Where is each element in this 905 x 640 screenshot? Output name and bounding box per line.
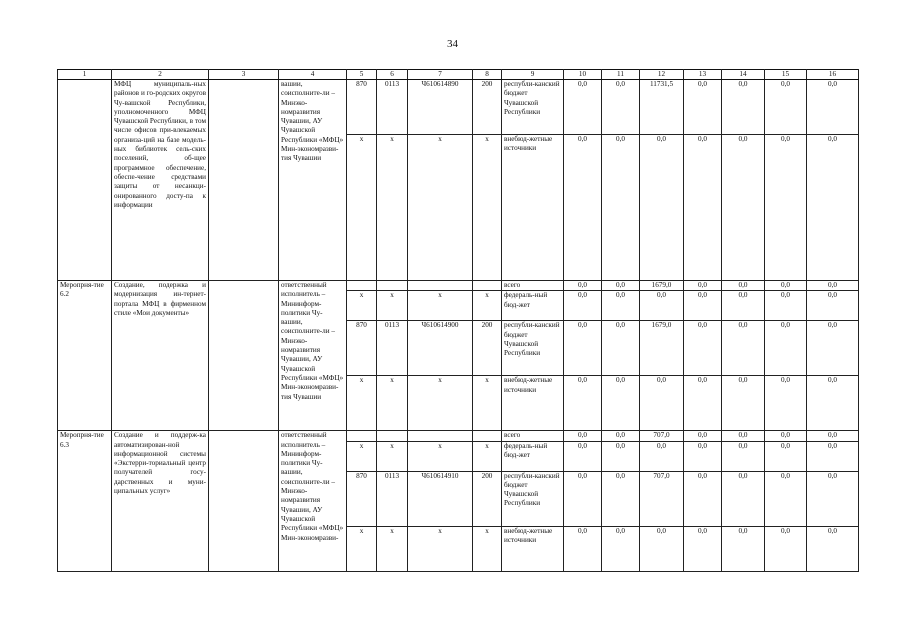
value-cell: 0,0 — [602, 471, 640, 526]
value-cell: 0,0 — [602, 526, 640, 571]
cell — [377, 431, 408, 441]
event-title: Создание, подержка и модернизация ин-тернет-портала МФЦ в фирменном стиле «Мои документы» — [112, 281, 209, 431]
cell: 200 — [473, 321, 502, 376]
funding-source: республи-канский бюджет Чувашской Республики — [502, 321, 564, 376]
value-cell: 1679,0 — [640, 281, 684, 291]
value-cell: 0,0 — [684, 291, 722, 321]
value-cell: 11731,5 — [640, 80, 684, 135]
cell — [377, 281, 408, 291]
page-number: 34 — [447, 38, 458, 50]
value-cell: 0,0 — [765, 441, 807, 471]
event-title: Создание и поддерж-ка автоматизирован-ной информационной системы «Экстерри-ториальный центр получателей госу-дарственных и муни-ципальных услуг» — [112, 431, 209, 571]
value-cell: 0,0 — [722, 376, 765, 431]
table-row — [58, 281, 859, 291]
col-header: 5 — [347, 70, 377, 80]
value-cell: 0,0 — [602, 376, 640, 431]
value-cell: 0,0 — [684, 321, 722, 376]
cell: Ч610614890 — [408, 80, 473, 135]
value-cell: 0,0 — [722, 526, 765, 571]
col-header: 15 — [765, 70, 807, 80]
cell: x — [347, 291, 377, 321]
value-cell: 0,0 — [765, 135, 807, 281]
value-cell: 0,0 — [564, 376, 602, 431]
value-cell: 0,0 — [564, 321, 602, 376]
value-cell: 0,0 — [807, 80, 859, 135]
col-header: 14 — [722, 70, 765, 80]
value-cell: 0,0 — [684, 135, 722, 281]
table-row — [58, 80, 859, 135]
funding-source: федераль-ный бюд-жет — [502, 441, 564, 471]
col-header: 7 — [408, 70, 473, 80]
value-cell: 0,0 — [765, 431, 807, 441]
value-cell: 0,0 — [564, 135, 602, 281]
cell — [473, 281, 502, 291]
funding-source: федераль-ный бюд-жет — [502, 291, 564, 321]
value-cell: 0,0 — [807, 321, 859, 376]
value-cell: 0,0 — [722, 431, 765, 441]
cell — [347, 431, 377, 441]
value-cell: 0,0 — [602, 441, 640, 471]
value-cell: 0,0 — [722, 441, 765, 471]
col-header: 16 — [807, 70, 859, 80]
value-cell: 0,0 — [765, 321, 807, 376]
cell — [473, 431, 502, 441]
cell: 200 — [473, 471, 502, 526]
value-cell: 0,0 — [564, 471, 602, 526]
value-cell: 0,0 — [807, 441, 859, 471]
value-cell: 0,0 — [807, 291, 859, 321]
cell — [408, 431, 473, 441]
col-header: 2 — [112, 70, 209, 80]
funding-source: республи-канский бюджет Чувашской Республики — [502, 80, 564, 135]
event-label-cell — [58, 80, 112, 281]
value-cell: 0,0 — [684, 281, 722, 291]
cell: 200 — [473, 80, 502, 135]
value-cell: 0,0 — [564, 441, 602, 471]
value-cell: 0,0 — [722, 321, 765, 376]
program-table — [57, 69, 859, 572]
col-header: 11 — [602, 70, 640, 80]
value-cell: 707,0 — [640, 471, 684, 526]
cell: x — [377, 135, 408, 281]
value-cell: 0,0 — [602, 431, 640, 441]
value-cell: 0,0 — [640, 135, 684, 281]
value-cell: 0,0 — [765, 471, 807, 526]
cell: Ч610614910 — [408, 471, 473, 526]
cell: x — [347, 526, 377, 571]
column-numbers-row — [58, 70, 859, 80]
empty-cell — [209, 80, 279, 281]
funding-source: всего — [502, 431, 564, 441]
value-cell: 0,0 — [807, 526, 859, 571]
cell: 0113 — [377, 471, 408, 526]
cell: x — [377, 291, 408, 321]
value-cell: 0,0 — [807, 431, 859, 441]
value-cell: 0,0 — [684, 471, 722, 526]
cell: 870 — [347, 321, 377, 376]
cell: x — [377, 376, 408, 431]
cell: x — [347, 376, 377, 431]
executor-cell: вашии, соисполните-ли – Минэко-номразвития Чувашии, АУ Чувашской Республики «МФЦ» Мин-экономразви-тия Чувашии — [279, 80, 347, 281]
value-cell: 0,0 — [564, 80, 602, 135]
value-cell: 0,0 — [640, 441, 684, 471]
value-cell: 0,0 — [765, 80, 807, 135]
cell: x — [408, 291, 473, 321]
cell: x — [347, 441, 377, 471]
executor-cell: ответственный исполнитель – Мининформ-политики Чу-вашии, соисполните-ли – Минэко-номразвития Чувашии, АУ Чувашской Республики «МФЦ» Мин-экономразви-тия Чувашии — [279, 281, 347, 431]
col-header: 1 — [58, 70, 112, 80]
value-cell: 0,0 — [640, 291, 684, 321]
cell: x — [473, 526, 502, 571]
value-cell: 0,0 — [765, 281, 807, 291]
cell: x — [408, 441, 473, 471]
col-header: 10 — [564, 70, 602, 80]
col-header: 6 — [377, 70, 408, 80]
cell: x — [473, 441, 502, 471]
value-cell: 0,0 — [684, 80, 722, 135]
cell: x — [473, 291, 502, 321]
value-cell: 707,0 — [640, 431, 684, 441]
col-header: 8 — [473, 70, 502, 80]
table-row — [58, 431, 859, 441]
funding-source: внебюд-жетные источники — [502, 135, 564, 281]
value-cell: 0,0 — [564, 281, 602, 291]
col-header: 3 — [209, 70, 279, 80]
cell: x — [347, 135, 377, 281]
cell: x — [408, 135, 473, 281]
event-label: Меропрня-тие 6.3 — [58, 431, 112, 571]
event-label: Меропрня-тие 6.2 — [58, 281, 112, 431]
value-cell: 0,0 — [602, 281, 640, 291]
value-cell: 0,0 — [564, 291, 602, 321]
value-cell: 0,0 — [807, 281, 859, 291]
cell — [408, 281, 473, 291]
value-cell: 0,0 — [602, 291, 640, 321]
value-cell: 0,0 — [602, 135, 640, 281]
cell: Ч610614900 — [408, 321, 473, 376]
cell: x — [377, 526, 408, 571]
value-cell: 0,0 — [564, 431, 602, 441]
value-cell: 0,0 — [640, 376, 684, 431]
cell: x — [473, 135, 502, 281]
funding-source: внебюд-жетные источники — [502, 376, 564, 431]
value-cell: 1679,0 — [640, 321, 684, 376]
value-cell: 0,0 — [722, 291, 765, 321]
value-cell: 0,0 — [602, 321, 640, 376]
col-header: 12 — [640, 70, 684, 80]
value-cell: 0,0 — [684, 526, 722, 571]
value-cell: 0,0 — [765, 376, 807, 431]
cell: x — [408, 376, 473, 431]
value-cell: 0,0 — [602, 80, 640, 135]
value-cell: 0,0 — [722, 135, 765, 281]
value-cell: 0,0 — [684, 431, 722, 441]
empty-cell — [209, 281, 279, 431]
col-header: 4 — [279, 70, 347, 80]
value-cell: 0,0 — [807, 376, 859, 431]
empty-cell — [209, 431, 279, 571]
value-cell: 0,0 — [807, 471, 859, 526]
cell — [347, 281, 377, 291]
value-cell: 0,0 — [684, 376, 722, 431]
value-cell: 0,0 — [722, 281, 765, 291]
value-cell: 0,0 — [765, 526, 807, 571]
value-cell: 0,0 — [765, 291, 807, 321]
value-cell: 0,0 — [684, 441, 722, 471]
cell: x — [408, 526, 473, 571]
value-cell: 0,0 — [722, 80, 765, 135]
cell: 870 — [347, 471, 377, 526]
cell: x — [473, 376, 502, 431]
value-cell: 0,0 — [564, 526, 602, 571]
funding-source: внебюд-жетные источники — [502, 526, 564, 571]
event-description: МФЦ муниципаль-ных районов и го-родских округов Чу-вашской Республики, уполномоченного МФЦ Чувашской Республики, в том числе офисов при-влекаемых организа-ций на базе модель-ных библиотек сель-ских поселений, об-щее программное обеспечение, обеспе-чение средствами защиты от несанкци-онированного досту-па к информации — [112, 80, 209, 281]
funding-source: всего — [502, 281, 564, 291]
cell: 0113 — [377, 80, 408, 135]
cell: 0113 — [377, 321, 408, 376]
value-cell: 0,0 — [640, 526, 684, 571]
cell: x — [377, 441, 408, 471]
executor-cell: ответственный исполнитель – Мининформ-политики Чу-вашии, соисполните-ли – Минэко-номразвития Чувашии, АУ Чувашской Республики «МФЦ» Мин-экономразви- — [279, 431, 347, 571]
cell: 870 — [347, 80, 377, 135]
col-header: 9 — [502, 70, 564, 80]
col-header: 13 — [684, 70, 722, 80]
funding-source: республи-канский бюджет Чувашской Республики — [502, 471, 564, 526]
value-cell: 0,0 — [807, 135, 859, 281]
value-cell: 0,0 — [722, 471, 765, 526]
